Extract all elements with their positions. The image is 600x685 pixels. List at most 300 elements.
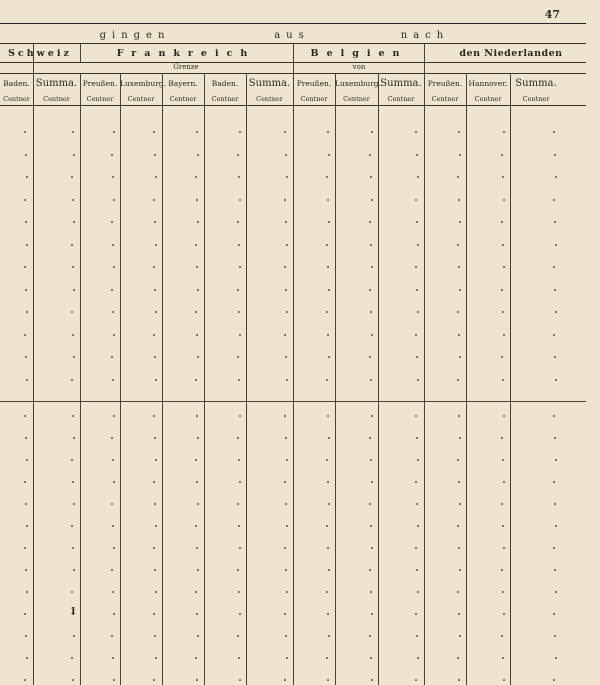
- empty-cell-dot: [415, 266, 417, 268]
- empty-cell-dot: [286, 311, 288, 313]
- empty-cell-dot: [371, 547, 373, 549]
- empty-cell-dot: [327, 415, 329, 417]
- empty-cell-dot: [503, 415, 505, 417]
- empty-cell-dot: [327, 679, 329, 681]
- empty-cell-dot: [72, 131, 74, 133]
- empty-cell-dot: [457, 525, 459, 527]
- empty-cell-dot: [458, 266, 460, 268]
- column-rule: [378, 73, 379, 685]
- empty-cell-dot: [371, 415, 373, 417]
- empty-cell-dot: [197, 569, 199, 571]
- empty-cell-dot: [196, 415, 198, 417]
- empty-cell-dot: [370, 176, 372, 178]
- empty-cell-dot: [369, 635, 371, 637]
- empty-cell-dot: [284, 266, 286, 268]
- empty-cell-dot: [284, 613, 286, 615]
- empty-cell-dot: [24, 481, 26, 483]
- empty-cell-dot: [502, 657, 504, 659]
- empty-cell-dot: [112, 459, 114, 461]
- empty-cell-dot: [24, 415, 26, 417]
- empty-cell-dot: [370, 525, 372, 527]
- country-frankreich: Frankreich: [116, 48, 256, 59]
- empty-cell-dot: [111, 289, 113, 291]
- empty-cell-dot: [416, 356, 418, 358]
- empty-cell-dot: [286, 657, 288, 659]
- empty-cell-dot: [457, 379, 459, 381]
- empty-cell-dot: [239, 613, 241, 615]
- empty-cell-dot: [154, 154, 156, 156]
- column-header: Summa.: [248, 78, 291, 89]
- empty-cell-dot: [155, 525, 157, 527]
- empty-cell-dot: [326, 176, 328, 178]
- empty-cell-dot: [111, 356, 113, 358]
- empty-cell-dot: [416, 569, 418, 571]
- empty-cell-dot: [113, 199, 115, 201]
- column-header: Summa.: [380, 78, 422, 89]
- empty-cell-dot: [553, 199, 555, 201]
- empty-cell-dot: [503, 131, 505, 133]
- column-unit: Centner: [300, 95, 328, 103]
- empty-cell-dot: [501, 356, 503, 358]
- empty-cell-dot: [73, 289, 75, 291]
- empty-cell-dot: [239, 334, 241, 336]
- empty-cell-dot: [284, 415, 286, 417]
- column-unit: Centner: [256, 95, 283, 103]
- empty-cell-dot: [553, 547, 555, 549]
- empty-cell-dot: [238, 311, 240, 313]
- empty-cell-dot: [195, 525, 197, 527]
- empty-cell-dot: [327, 131, 329, 133]
- empty-cell-dot: [502, 459, 504, 461]
- empty-cell-dot: [73, 154, 75, 156]
- empty-cell-dot: [72, 199, 74, 201]
- empty-cell-dot: [26, 657, 28, 659]
- empty-cell-dot: [24, 199, 26, 201]
- empty-cell-dot: [24, 613, 26, 615]
- empty-cell-dot: [501, 437, 503, 439]
- empty-cell-dot: [25, 289, 27, 291]
- von-label: von: [352, 63, 366, 71]
- column-rule: [335, 73, 336, 685]
- empty-cell-dot: [501, 503, 503, 505]
- empty-cell-dot: [26, 244, 28, 246]
- empty-cell-dot: [502, 311, 504, 313]
- empty-cell-dot: [155, 379, 157, 381]
- empty-cell-dot: [25, 221, 27, 223]
- group-rule: [424, 43, 425, 62]
- empty-cell-dot: [555, 176, 557, 178]
- empty-cell-dot: [71, 176, 73, 178]
- empty-cell-dot: [503, 679, 505, 681]
- empty-cell-dot: [239, 199, 241, 201]
- empty-cell-dot: [73, 569, 75, 571]
- empty-cell-dot: [112, 311, 114, 313]
- empty-cell-dot: [285, 569, 287, 571]
- empty-cell-dot: [113, 131, 115, 133]
- page-number: 47: [544, 8, 560, 21]
- empty-cell-dot: [24, 679, 26, 681]
- empty-cell-dot: [285, 221, 287, 223]
- empty-cell-dot: [197, 356, 199, 358]
- heading-word-aus: aus: [274, 30, 310, 41]
- empty-cell-dot: [72, 679, 74, 681]
- empty-cell-dot: [459, 503, 461, 505]
- empty-cell-dot: [238, 591, 240, 593]
- empty-cell-dot: [197, 437, 199, 439]
- empty-cell-dot: [154, 289, 156, 291]
- empty-cell-dot: [153, 547, 155, 549]
- empty-cell-dot: [196, 613, 198, 615]
- empty-cell-dot: [417, 311, 419, 313]
- empty-cell-dot: [71, 311, 73, 313]
- column-header: Luxemburg.: [335, 79, 381, 88]
- country-belgien: Belgien: [310, 48, 408, 59]
- column-header: Preußen.: [427, 79, 463, 88]
- empty-cell-dot: [370, 311, 372, 313]
- empty-cell-dot: [457, 244, 459, 246]
- grenze-label: Grenze: [173, 63, 199, 71]
- empty-cell-dot: [239, 679, 241, 681]
- column-header: Summa.: [515, 78, 557, 89]
- empty-cell-dot: [554, 569, 556, 571]
- empty-cell-dot: [73, 503, 75, 505]
- empty-cell-dot: [196, 334, 198, 336]
- empty-cell-dot: [71, 657, 73, 659]
- empty-cell-dot: [285, 289, 287, 291]
- column-header: Luxemburg.: [120, 79, 166, 88]
- empty-cell-dot: [26, 311, 28, 313]
- empty-cell-dot: [25, 437, 27, 439]
- empty-cell-dot: [71, 525, 73, 527]
- empty-cell-dot: [417, 176, 419, 178]
- empty-cell-dot: [328, 221, 330, 223]
- top-rule: [0, 23, 586, 24]
- empty-cell-dot: [111, 437, 113, 439]
- empty-cell-dot: [111, 569, 113, 571]
- column-unit: Centner: [474, 95, 502, 103]
- empty-cell-dot: [25, 635, 27, 637]
- empty-cell-dot: [554, 635, 556, 637]
- column-rule: [293, 43, 294, 685]
- empty-cell-dot: [371, 199, 373, 201]
- empty-cell-dot: [415, 131, 417, 133]
- empty-cell-dot: [26, 525, 28, 527]
- heading-word-gingen: gingen: [99, 30, 171, 41]
- empty-cell-dot: [555, 591, 557, 593]
- empty-cell-dot: [555, 311, 557, 313]
- country-schweiz: Schweiz: [8, 48, 72, 59]
- column-header: Bayern.: [168, 79, 198, 88]
- empty-cell-dot: [153, 415, 155, 417]
- empty-cell-dot: [326, 525, 328, 527]
- empty-cell-dot: [458, 199, 460, 201]
- empty-cell-dot: [417, 244, 419, 246]
- empty-cell-dot: [328, 356, 330, 358]
- empty-cell-dot: [286, 244, 288, 246]
- empty-cell-dot: [154, 569, 156, 571]
- empty-cell-dot: [155, 176, 157, 178]
- empty-cell-dot: [285, 437, 287, 439]
- column-header: Baden.: [3, 79, 30, 88]
- empty-cell-dot: [503, 199, 505, 201]
- empty-cell-dot: [284, 334, 286, 336]
- empty-cell-dot: [286, 176, 288, 178]
- empty-cell-dot: [26, 379, 28, 381]
- empty-cell-dot: [327, 334, 329, 336]
- column-rule: [33, 43, 34, 685]
- empty-cell-dot: [73, 221, 75, 223]
- empty-cell-dot: [369, 437, 371, 439]
- empty-cell-dot: [195, 591, 197, 593]
- empty-cell-dot: [111, 221, 113, 223]
- empty-cell-dot: [328, 503, 330, 505]
- empty-cell-dot: [154, 437, 156, 439]
- empty-cell-dot: [25, 503, 27, 505]
- empty-cell-dot: [153, 334, 155, 336]
- heading-word-nach: nach: [400, 30, 450, 41]
- empty-cell-dot: [553, 334, 555, 336]
- empty-cell-dot: [326, 311, 328, 313]
- empty-cell-dot: [111, 635, 113, 637]
- empty-cell-dot: [195, 459, 197, 461]
- empty-cell-dot: [24, 131, 26, 133]
- empty-cell-dot: [459, 437, 461, 439]
- empty-cell-dot: [284, 481, 286, 483]
- empty-cell-dot: [415, 199, 417, 201]
- empty-cell-dot: [239, 415, 241, 417]
- empty-cell-dot: [553, 131, 555, 133]
- empty-cell-dot: [196, 199, 198, 201]
- empty-cell-dot: [197, 635, 199, 637]
- empty-cell-dot: [73, 356, 75, 358]
- empty-cell-dot: [502, 379, 504, 381]
- empty-cell-dot: [417, 525, 419, 527]
- empty-cell-dot: [113, 334, 115, 336]
- empty-cell-dot: [458, 679, 460, 681]
- empty-cell-dot: [502, 244, 504, 246]
- empty-cell-dot: [239, 547, 241, 549]
- empty-cell-dot: [502, 591, 504, 593]
- empty-cell-dot: [503, 266, 505, 268]
- column-unit: Centner: [387, 95, 415, 103]
- empty-cell-dot: [238, 459, 240, 461]
- empty-cell-dot: [370, 244, 372, 246]
- empty-cell-dot: [286, 591, 288, 593]
- column-unit: Centner: [211, 95, 239, 103]
- empty-cell-dot: [416, 289, 418, 291]
- empty-cell-dot: [284, 131, 286, 133]
- empty-cell-dot: [237, 289, 239, 291]
- empty-cell-dot: [237, 154, 239, 156]
- empty-cell-dot: [457, 176, 459, 178]
- empty-cell-dot: [328, 154, 330, 156]
- empty-cell-dot: [459, 289, 461, 291]
- empty-cell-dot: [113, 679, 115, 681]
- empty-cell-dot: [113, 266, 115, 268]
- empty-cell-dot: [197, 289, 199, 291]
- empty-cell-dot: [553, 266, 555, 268]
- column-header: Preußen.: [82, 79, 118, 88]
- empty-cell-dot: [113, 481, 115, 483]
- empty-cell-dot: [284, 679, 286, 681]
- empty-cell-dot: [371, 613, 373, 615]
- empty-cell-dot: [153, 266, 155, 268]
- empty-cell-dot: [24, 547, 26, 549]
- column-rule: [162, 73, 163, 685]
- empty-cell-dot: [416, 437, 418, 439]
- empty-cell-dot: [369, 289, 371, 291]
- empty-cell-dot: [369, 356, 371, 358]
- empty-cell-dot: [237, 569, 239, 571]
- empty-cell-dot: [286, 459, 288, 461]
- empty-cell-dot: [71, 379, 73, 381]
- empty-cell-dot: [285, 356, 287, 358]
- empty-cell-dot: [501, 635, 503, 637]
- empty-cell-dot: [415, 679, 417, 681]
- empty-cell-dot: [503, 613, 505, 615]
- empty-cell-dot: [503, 547, 505, 549]
- empty-cell-dot: [26, 459, 28, 461]
- empty-cell-dot: [501, 289, 503, 291]
- empty-cell-dot: [112, 379, 114, 381]
- empty-cell-dot: [369, 221, 371, 223]
- empty-cell-dot: [154, 221, 156, 223]
- empty-cell-dot: [237, 437, 239, 439]
- empty-cell-dot: [371, 334, 373, 336]
- empty-cell-dot: [113, 415, 115, 417]
- empty-cell-dot: [371, 131, 373, 133]
- column-unit: Centner: [127, 95, 155, 103]
- empty-cell-dot: [328, 437, 330, 439]
- empty-cell-dot: [370, 591, 372, 593]
- empty-cell-dot: [153, 199, 155, 201]
- empty-cell-dot: [326, 379, 328, 381]
- group-rule: [80, 43, 81, 62]
- empty-cell-dot: [457, 657, 459, 659]
- empty-cell-dot: [459, 569, 461, 571]
- empty-cell-dot: [155, 244, 157, 246]
- empty-cell-dot: [195, 244, 197, 246]
- column-rule: [510, 73, 511, 685]
- empty-cell-dot: [155, 459, 157, 461]
- empty-cell-dot: [153, 613, 155, 615]
- column-header: Preußen.: [296, 79, 332, 88]
- column-rule: [466, 73, 467, 685]
- empty-cell-dot: [197, 221, 199, 223]
- empty-cell-dot: [285, 635, 287, 637]
- empty-cell-dot: [458, 334, 460, 336]
- empty-cell-dot: [327, 481, 329, 483]
- empty-cell-dot: [554, 503, 556, 505]
- empty-cell-dot: [554, 437, 556, 439]
- empty-cell-dot: [370, 379, 372, 381]
- empty-cell-dot: [154, 356, 156, 358]
- empty-cell-dot: [197, 154, 199, 156]
- empty-cell-dot: [196, 131, 198, 133]
- empty-cell-dot: [238, 379, 240, 381]
- empty-cell-dot: [25, 154, 27, 156]
- empty-cell-dot: [286, 525, 288, 527]
- empty-cell-dot: [327, 613, 329, 615]
- empty-cell-dot: [24, 334, 26, 336]
- empty-cell-dot: [371, 481, 373, 483]
- empty-cell-dot: [112, 591, 114, 593]
- empty-cell-dot: [284, 199, 286, 201]
- empty-cell-dot: [555, 525, 557, 527]
- empty-cell-dot: [369, 154, 371, 156]
- empty-cell-dot: [369, 503, 371, 505]
- column-rule: [204, 73, 205, 685]
- empty-cell-dot: [555, 379, 557, 381]
- column-rule: [246, 73, 247, 685]
- empty-cell-dot: [112, 525, 114, 527]
- empty-cell-dot: [415, 334, 417, 336]
- empty-cell-dot: [458, 481, 460, 483]
- empty-cell-dot: [71, 244, 73, 246]
- empty-cell-dot: [502, 525, 504, 527]
- empty-cell-dot: [72, 266, 74, 268]
- empty-cell-dot: [554, 356, 556, 358]
- empty-cell-dot: [415, 613, 417, 615]
- empty-cell-dot: [459, 221, 461, 223]
- column-unit: Centner: [169, 95, 197, 103]
- empty-cell-dot: [72, 415, 74, 417]
- empty-cell-dot: [457, 311, 459, 313]
- empty-cell-dot: [369, 569, 371, 571]
- empty-cell-dot: [458, 613, 460, 615]
- empty-cell-dot: [553, 481, 555, 483]
- empty-cell-dot: [239, 481, 241, 483]
- empty-cell-dot: [73, 635, 75, 637]
- empty-cell-dot: [112, 176, 114, 178]
- empty-cell-dot: [153, 131, 155, 133]
- empty-cell-dot: [25, 356, 27, 358]
- empty-cell-dot: [112, 657, 114, 659]
- empty-cell-dot: [153, 679, 155, 681]
- empty-cell-dot: [237, 635, 239, 637]
- empty-cell-dot: [503, 334, 505, 336]
- column-rule: [424, 43, 425, 685]
- empty-cell-dot: [553, 613, 555, 615]
- empty-cell-dot: [155, 311, 157, 313]
- empty-cell-dot: [554, 154, 556, 156]
- empty-cell-dot: [155, 591, 157, 593]
- empty-cell-dot: [416, 154, 418, 156]
- empty-cell-dot: [554, 221, 556, 223]
- empty-cell-dot: [237, 503, 239, 505]
- empty-cell-dot: [416, 503, 418, 505]
- empty-cell-dot: [238, 657, 240, 659]
- empty-cell-dot: [326, 591, 328, 593]
- empty-cell-dot: [501, 154, 503, 156]
- empty-cell-dot: [501, 221, 503, 223]
- empty-cell-dot: [458, 131, 460, 133]
- empty-cell-dot: [285, 503, 287, 505]
- empty-cell-dot: [415, 481, 417, 483]
- empty-cell-dot: [71, 459, 73, 461]
- empty-cell-dot: [370, 459, 372, 461]
- empty-cell-dot: [26, 591, 28, 593]
- empty-cell-dot: [416, 635, 418, 637]
- column-unit: Centner: [43, 95, 70, 103]
- column-unit: Centner: [3, 95, 30, 103]
- empty-cell-dot: [73, 437, 75, 439]
- empty-cell-dot: [72, 547, 74, 549]
- empty-cell-dot: [72, 334, 74, 336]
- empty-cell-dot: [417, 657, 419, 659]
- empty-cell-dot: [458, 415, 460, 417]
- empty-cell-dot: [415, 547, 417, 549]
